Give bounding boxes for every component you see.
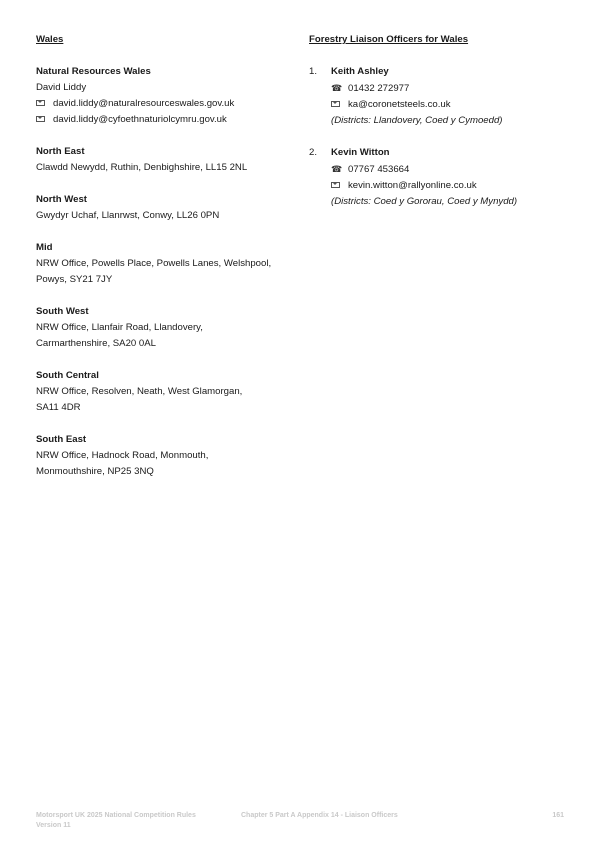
- officer-email-row: [331, 97, 569, 113]
- region-name: North East: [36, 146, 85, 157]
- region-south-west: [36, 304, 296, 352]
- region-address: Monmouthshire, NP25 3NQ: [36, 466, 154, 477]
- region-name: South Central: [36, 370, 99, 381]
- nrw-block: [36, 64, 296, 128]
- officer-entry: [309, 64, 569, 129]
- wales-contacts-column: [36, 32, 296, 480]
- phone-icon: ☎: [331, 164, 343, 174]
- officers-heading: Forestry Liaison Officers for Wales: [309, 34, 469, 45]
- region-south-east: [36, 432, 296, 480]
- envelope-icon: [331, 182, 340, 188]
- region-address: Carmarthenshire, SA20 0AL: [36, 338, 156, 349]
- envelope-icon: [36, 100, 45, 106]
- officer-entry: [309, 145, 569, 210]
- region-south-central: [36, 368, 296, 416]
- region-address: NRW Office, Powells Place, Powells Lanes, Welshpool,: [36, 258, 272, 269]
- footer-chapter: Chapter 5 Part A Appendix 14 - Liaison Officers: [241, 812, 398, 819]
- nrw-email-link[interactable]: david.liddy@naturalresourceswales.gov.uk: [53, 98, 235, 109]
- region-north-west: [36, 192, 296, 224]
- phone-icon: ☎: [331, 83, 343, 93]
- officer-number: 1.: [309, 66, 318, 77]
- nrw-email-link[interactable]: david.liddy@cyfoethnaturiolcymru.gov.uk: [53, 114, 227, 125]
- officer-name: Keith Ashley: [331, 66, 389, 77]
- officer-phone[interactable]: 01432 272977: [348, 83, 410, 94]
- region-mid: [36, 240, 296, 288]
- officer-name: Kevin Witton: [331, 147, 390, 158]
- nrw-contact-name: David Liddy: [36, 82, 87, 93]
- nrw-email-row: [36, 112, 296, 128]
- region-address: SA11 4DR: [36, 402, 81, 413]
- footer-page-number: 161: [552, 812, 564, 819]
- officer-phone[interactable]: 07767 453664: [348, 164, 410, 175]
- footer-rules-title: Motorsport UK 2025 National Competition Rules: [36, 812, 196, 819]
- region-address: Gwydyr Uchaf, Llanrwst, Conwy, LL26 0PN: [36, 210, 220, 221]
- officer-email-link[interactable]: kevin.witton@rallyonline.co.uk: [348, 180, 477, 191]
- officer-phone-row: [331, 161, 569, 178]
- officer-email-row: [331, 178, 569, 194]
- footer-version: Version 11: [36, 822, 71, 829]
- nrw-email-row: [36, 96, 296, 112]
- officer-email-link[interactable]: ka@coronetsteels.co.uk: [348, 99, 451, 110]
- region-north-east: [36, 144, 296, 176]
- officer-districts: (Districts: Coed y Gororau, Coed y Mynydd): [331, 196, 518, 207]
- region-name: Mid: [36, 242, 53, 253]
- region-name: North West: [36, 194, 87, 205]
- envelope-icon: [331, 101, 340, 107]
- region-address: Clawdd Newydd, Ruthin, Denbighshire, LL15 2NL: [36, 162, 248, 173]
- officer-phone-row: [331, 80, 569, 97]
- region-address: NRW Office, Resolven, Neath, West Glamorgan,: [36, 386, 243, 397]
- region-address: NRW Office, Llanfair Road, Llandovery,: [36, 322, 203, 333]
- envelope-icon: [36, 116, 45, 122]
- nrw-title: Natural Resources Wales: [36, 66, 151, 77]
- region-name: South West: [36, 306, 89, 317]
- region-name: South East: [36, 434, 87, 445]
- region-address: NRW Office, Hadnock Road, Monmouth,: [36, 450, 209, 461]
- region-address: Powys, SY21 7JY: [36, 274, 113, 285]
- officer-districts: (Districts: Llandovery, Coed y Cymoedd): [331, 115, 503, 126]
- wales-heading: Wales: [36, 34, 64, 45]
- officer-number: 2.: [309, 147, 318, 158]
- liaison-officers-column: [309, 32, 569, 210]
